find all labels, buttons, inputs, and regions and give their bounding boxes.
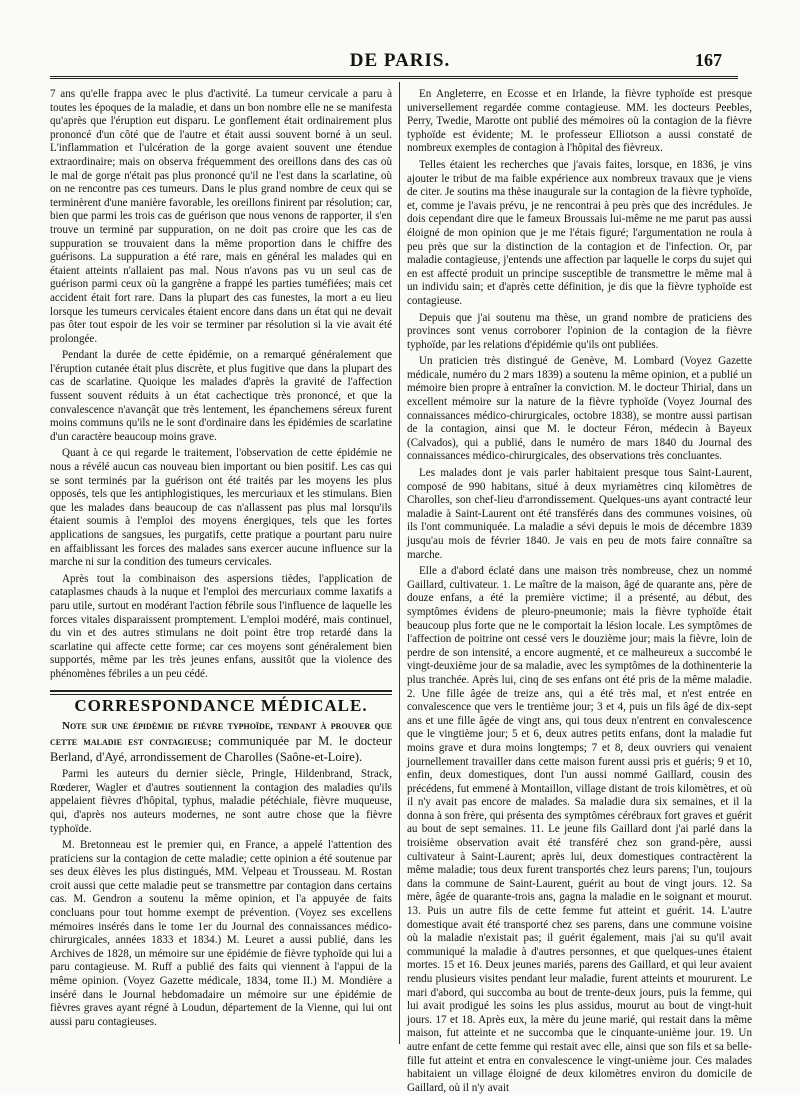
paragraph: Quant à ce qui regarde le traitement, l'observation de cette épidémie ne nous a révélé aucun cas nouveau bien important ou bien positif. Les cas qui se sont terminés par la guérison ont été traités par les moyens les plus opposés, tels que les antiphlogistiques, les mercuriaux et les stimulans. Bien que les malades dans beaucoup de cas n'allassent pas plus mal lorsqu'ils étaient soumis à l'emploi des moyens énergiques, tels que les fortes applications de sangsues, les purgatifs, cette pratique a pourtant paru nuire en affaiblissant les forces des malades sans exercer aucune influence sur la marche ni sur la condition des tumeurs cervicales. [50, 447, 392, 569]
paragraph: Parmi les auteurs du dernier siècle, Pringle, Hildenbrand, Strack, Rœderer, Wagler et d'autres soutiennent la contagion des maladies qu'ils appelaient fièvres d'hôpital, typhus, maladie pétéchiale, fièvre muqueuse, qui, d'après nos auteurs modernes, ne sont autre chose que la fièvre typhoïde. [50, 768, 392, 835]
header-rule [50, 76, 738, 79]
paragraph: En Angleterre, en Ecosse et en Irlande, la fièvre typhoïde est presque universellement regardée comme contagieuse. MM. les docteurs Peebles, Perry, Twedie, Marotte ont publié des mémoires où la contagion de la fièvre typhoïde est évidente; M. le professeur Elliotson a aussi constaté de nombreux exemples de contagion à l'hôpital des fièvreux. [407, 88, 752, 155]
section-heading: CORRESPONDANCE MÉDICALE. [74, 695, 368, 715]
paragraph: Un praticien très distingué de Genève, M. Lombard (Voyez Gazette médicale, numéro du 2 mars 1839) a soutenu la même opinion, et a publié un mémoire bien propre à entraîner la conviction. M. le docteur Thirial, dans un excellent mémoire sur la nature de la fièvre typhoïde (Voyez Journal des connaissances médico-chirurgicales, octobre 1838), se montre aussi partisan de la contagion, ainsi que M. le docteur Féron, médecin à Bayeux (Calvados), qui a publié, dans le numéro de mars 1840 du Journal des connaissances médico-chirurgicales, des observations très concluantes. [407, 355, 752, 463]
paragraph: Les malades dont je vais parler habitaient presque tous Saint-Laurent, composé de 990 habitans, situé à deux myriamètres cinq kilomètres de Charolles, son chef-lieu d'arrondissement. Quelques-uns ayant contracté leur maladie à Saint-Laurent ont été transférés dans des communes voisines, où ils l'ont communiquée. La maladie a sévi depuis le mois de décembre 1839 jusqu'au mois de février 1840. Je vais en peu de mots faire connaître sa marche. [407, 467, 752, 561]
article-title [50, 718, 392, 765]
page-title: DE PARIS. [349, 50, 451, 71]
right-column [407, 88, 752, 1094]
left-column [50, 88, 392, 1046]
paragraph: Après tout la combinaison des aspersions tièdes, l'application de cataplasmes chauds à la nuque et l'emploi des mercuriaux comme laxatifs a paru utile, surtout en modérant l'action fébrile sous l'influence de laquelle les forces vitales disparaissent promptement. L'emploi modéré, mais continuel, du vin et des autres stimulans ne doit point être trop retardé dans la scarlatine qui affecte cette forme; car ces moyens sont généralement bien supportés, même par les très jeunes enfans, aussitôt que la violence des phénomènes fébriles a un peu cédé. [50, 572, 392, 680]
column-divider [399, 82, 400, 1044]
paragraph: Telles étaient les recherches que j'avais faites, lorsque, en 1836, je vins ajouter le tribut de ma faible expérience aux nombreux travaux que je viens de citer. Je soutins ma thèse inaugurale sur la contagion de la fièvre typhoïde, et, comme je l'avais prévu, je ne rencontrai à peu près que des incrédules. Je dois cependant dire que le fameux Broussais lui-même ne me parut pas aussi éloigné de mon opinion que je me l'étais figuré; l'argumentation ne roula à peu près que sur la distinction de la contagion et de l'infection. Or, par maladie contagieuse, j'entends une affection par laquelle le corps du sujet qui en est affecté produit un principe susceptible de transmettre le même mal à un individu sain; et d'après cette définition, je dis que la fièvre typhoïde est contagieuse. [407, 158, 752, 307]
article-title-rest: communiquée par M. le docteur Berland, d'Ayé, arrondissement de Charolles (Saône-et-Loire). [50, 734, 392, 765]
section-separator [50, 690, 392, 695]
article-title-caps: Note sur une épidémie de fièvre typhoïde, tendant à prouver que cette maladie est contagieuse; [50, 720, 392, 749]
paragraph: Pendant la durée de cette épidémie, on a remarqué généralement que l'éruption cutanée était plus discrète, et plus fugitive que dans la plupart des cas de scarlatine. Quoique les malades d'après la gravité de l'affection fussent souvent réduits à un état cachectique très prononcé, et que la convalescence n'avançât que très lentement, les épanchemens séreux furent moins communs qu'ils ne le sont d'ordinaire dans les épidémies de scarlatine d'un caractère beaucoup moins grave. [50, 349, 392, 443]
paragraph: 7 ans qu'elle frappa avec le plus d'activité. La tumeur cervicale a paru à toutes les époques de la maladie, et dans un bon nombre elle ne se manifesta qu'après que l'éruption eut disparu. Le gonflement était ordinairement plus prononcé d'un côté que de l'autre et était aussi souvent borné à un seul. L'inflammation et l'ulcération de la gorge avaient souvent une étendue extraordinaire; mais on observa fréquemment des oreillons dans des cas où le mal de gorge n'était pas plus prononcé qu'il ne l'est dans la scarlatine, où on ne rencontre pas ces tumeurs. Dans le plus grand nombre de ceux qui se terminèrent d'une manière favorable, les oreillons finirent par résolution; car, bien que parmi les trois cas de guérison que nous venons de rapporter, il s'en trouve un terminé par suppuration, on ne doit pas croire que les cas de suppuration se trouvaient dans la même proportion dans le chiffre des guérisons. La suppuration a été rare, mais en général les malades qui en étaient atteints n'allaient pas mal. Nous n'avons pas vu un seul cas de guérison parmi ceux où la gangrène a frappé les parties tuméfiées; mais cet accident était fort rare. Dans la plupart des cas funestes, la mort a eu lieu lorsque les tumeurs cervicales étaient encore dans dans un état qui ne devait pas ôter tout espoir de les voir se terminer par résolution si la vie avait été prolongée. [50, 88, 392, 345]
paragraph: M. Bretonneau est le premier qui, en France, a appelé l'attention des praticiens sur la contagion de cette maladie; cette opinion a été soutenue par ses deux élèves les plus distingués, MM. Velpeau et Trousseau. M. Rostan croit aussi que cette maladie peut se transmettre par contagion dans certains cas. M. Gendron a soutenu la même opinion, et l'a appuyée de faits concluans pour tout homme exempt de prévention. (Voyez ses excellens mémoires insérés dans le tome 1er du Journal des connaissances médico-chirurgicales, années 1833 et 1834.) M. Leuret a aussi publié, dans les Archives de 1828, un mémoire sur une épidémie de fièvre typhoïde qui lui a paru contagieuse. M. Ruff a publié des faits qui viennent à l'appui de la même opinion. (Voyez Gazette médicale, 1834, tome II.) M. Mondière a inséré dans le Journal hebdomadaire un mémoire sur une épidémie de fièvres graves ayant régné à Loudun, département de la Vienne, qui lui ont aussi paru contagieuses. [50, 839, 392, 1028]
page-number: 167 [695, 50, 722, 70]
paragraph: Elle a d'abord éclaté dans une maison très nombreuse, chez un nommé Gaillard, cultivateur. 1. Le maître de la maison, âgé de quarante ans, père de douze enfans, a été la première victime; il a présenté, au début, des symptômes évidens de pleuro-pneumonie; mais la fièvre typhoïde était beaucoup plus forte que ne le comportait la lésion locale. Les symptômes de l'affection de poitrine ont cessé vers le douzième jour; mais la fièvre, loin de perdre de son intensité, a encore augmenté, et ce malheureux a succombé le vingt-deuxième jour de sa maladie, avec les symptômes de la dothinenterie la plus tranchée. Après lui, cinq de ses enfans ont été pris de la même maladie. 2. Une fille âgée de treize ans, qui a été très mal, et n'est entrée en convalescence que vers le trentième jour; 3 et 4, puis un fils âgé de dix-sept ans et une fille âgée de vingt ans, qui tous deux n'entrent en convalescence que le vingtième jour; 5 et 6, deux autres petits enfans, dont la maladie fut moins grave et dura moins longtemps; 7 et 8, deux ouvriers qui venaient journellement travailler dans cette maison furent aussi pris et guéris; 9 et 10, enfin, deux domestiques, dont l'un aussi nommé Gaillard, cousin des précédens, fut emmené à Montaillon, village distant de trois kilomètres, et où il n'y avait pas encore de malades. Sa maladie dura six semaines, et il la donna à son frère, qui présenta des symptômes cérébraux fort graves et guérit au bout de sept semaines. 11. Le jeune fils Gaillard dont j'ai parlé dans la troisième observation avait été transféré chez son grand-père, aussi cultivateur à Saint-Laurent; après lui, deux domestiques contractèrent la même maladie; tous deux furent transportés chez leurs parens; l'un, toujours dans la commune de Saint-Laurent, guérit au bout de vingt jours. 12. Sa mère, âgée de quarante-trois ans, gagna la maladie en le soignant et mourut. 13. Puis un autre fils de cette femme fut atteint et guérit. 14. L'autre domestique avait été transporté chez ses parens, dans une commune voisine où la maladie n'existait pas; il guérit également, mais j'ai su qu'il avait communiqué la maladie à d'autres personnes, et que quelques-unes étaient mortes. 15 et 16. Deux jeunes mariés, parens des Gaillard, et qui leur avaient rendu plusieurs visites pendant leur maladie, furent atteints et moururent. Le mari d'abord, qui succomba au bout de trente-deux jours, puis la femme, qui lui avait prodigué les soins les plus assidus, mourut au bout de vingt-huit jours. 17 et 18. Après eux, la mère du jeune marié, qui restait dans la même maison, fut atteinte et ne succomba que le cinquante-unième jour. 19. Un autre enfant de cette femme qui restait avec elle, ainsi que son fils et sa belle-fille fut atteint et entra en convalescence le vingt-unième jour. Ces malades habitaient un village éloigné de deux kilomètres environ du domicile de Gaillard, où il n'y avait [407, 565, 752, 1094]
paragraph: Depuis que j'ai soutenu ma thèse, un grand nombre de praticiens des provinces sont venus corroborer l'opinion de la contagion de la fièvre typhoïde, par les relations d'épidémie qu'ils ont publiées. [407, 311, 752, 351]
page-header [0, 50, 800, 74]
